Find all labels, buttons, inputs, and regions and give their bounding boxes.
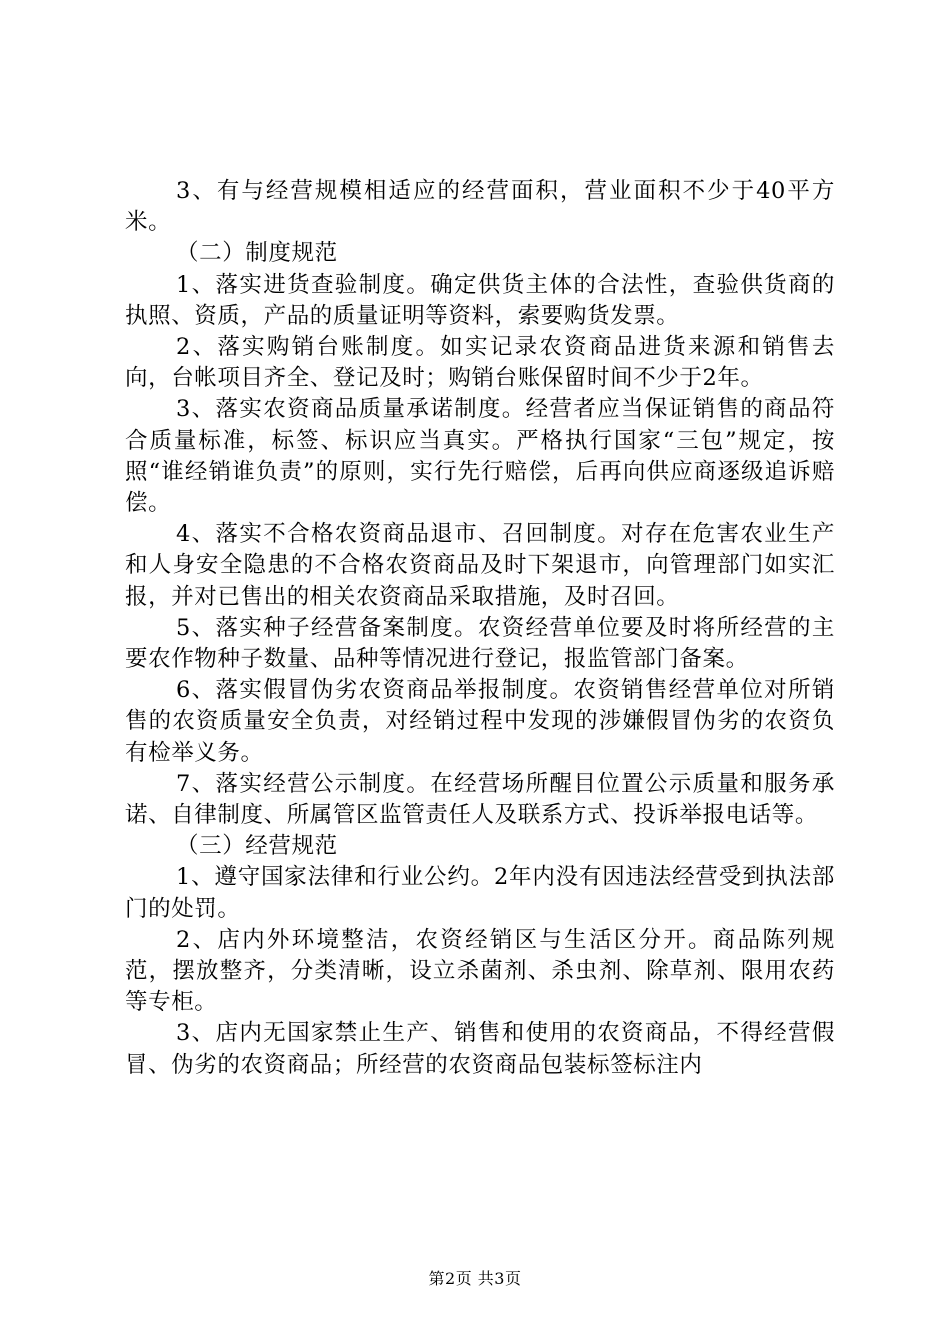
paragraph-counterfeit-reporting: 6、落实假冒伪劣农资商品举报制度。农资销售经营单位对所销售的农资质量安全负责，对经销过程中发现的涉嫌假冒伪劣的农资负有检举义务。 [125,677,835,766]
paragraph-quality-commitment: 3、落实农资商品质量承诺制度。经营者应当保证销售的商品符合质量标准，标签、标识应当真实。严格执行国家“三包”规定，按照“谁经销谁负责”的原则，实行先行赔偿，后再向供应商逐级追诉赔偿。 [125,396,835,517]
paragraph-area-requirement: 3、有与经营规模相适应的经营面积，营业面积不少于40平方米。 [125,178,835,236]
paragraph-seed-filing: 5、落实种子经营备案制度。农资经营单位要及时将所经营的主要农作物种子数量、品种等情况进行登记，报监管部门备案。 [125,614,835,673]
paragraph-legal-compliance: 1、遵守国家法律和行业公约。2年内没有因违法经营受到执法部门的处罚。 [125,864,835,922]
page-number-footer: 第2页 共3页 [428,1269,522,1288]
section-heading-system-standards: （二）制度规范 [176,240,338,267]
paragraph-sales-ledger: 2、落实购销台账制度。如实记录农资商品进货来源和销售去向，台帐项目齐全、登记及时；购销台账保留时间不少于2年。 [125,334,835,392]
paragraph-public-notice: 7、落实经营公示制度。在经营场所醒目位置公示质量和服务承诺、自律制度、所属管区监管责任人及联系方式、投诉举报电话等。 [125,770,835,829]
paragraph-recall-system: 4、落实不合格农资商品退市、召回制度。对存在危害农业生产和人身安全隐患的不合格农资商品及时下架退市，向管理部门如实汇报，并对已售出的相关农资商品采取措施，及时召回。 [125,521,835,610]
paragraph-purchase-inspection: 1、落实进货查验制度。确定供货主体的合法性，查验供货商的执照、资质，产品的质量证明等资料，索要购货发票。 [125,271,835,329]
paragraph-store-environment: 2、店内外环境整洁，农资经销区与生活区分开。商品陈列规范，摆放整齐，分类清晰，设立杀菌剂、杀虫剂、除草剂、限用农药等专柜。 [125,926,835,1016]
document-body [125,176,835,1081]
paragraph-prohibited-goods: 3、店内无国家禁止生产、销售和使用的农资商品，不得经营假冒、伪劣的农资商品；所经营的农资商品包装标签标注内 [125,1020,835,1078]
section-heading-business-standards: （三）经营规范 [176,833,338,860]
